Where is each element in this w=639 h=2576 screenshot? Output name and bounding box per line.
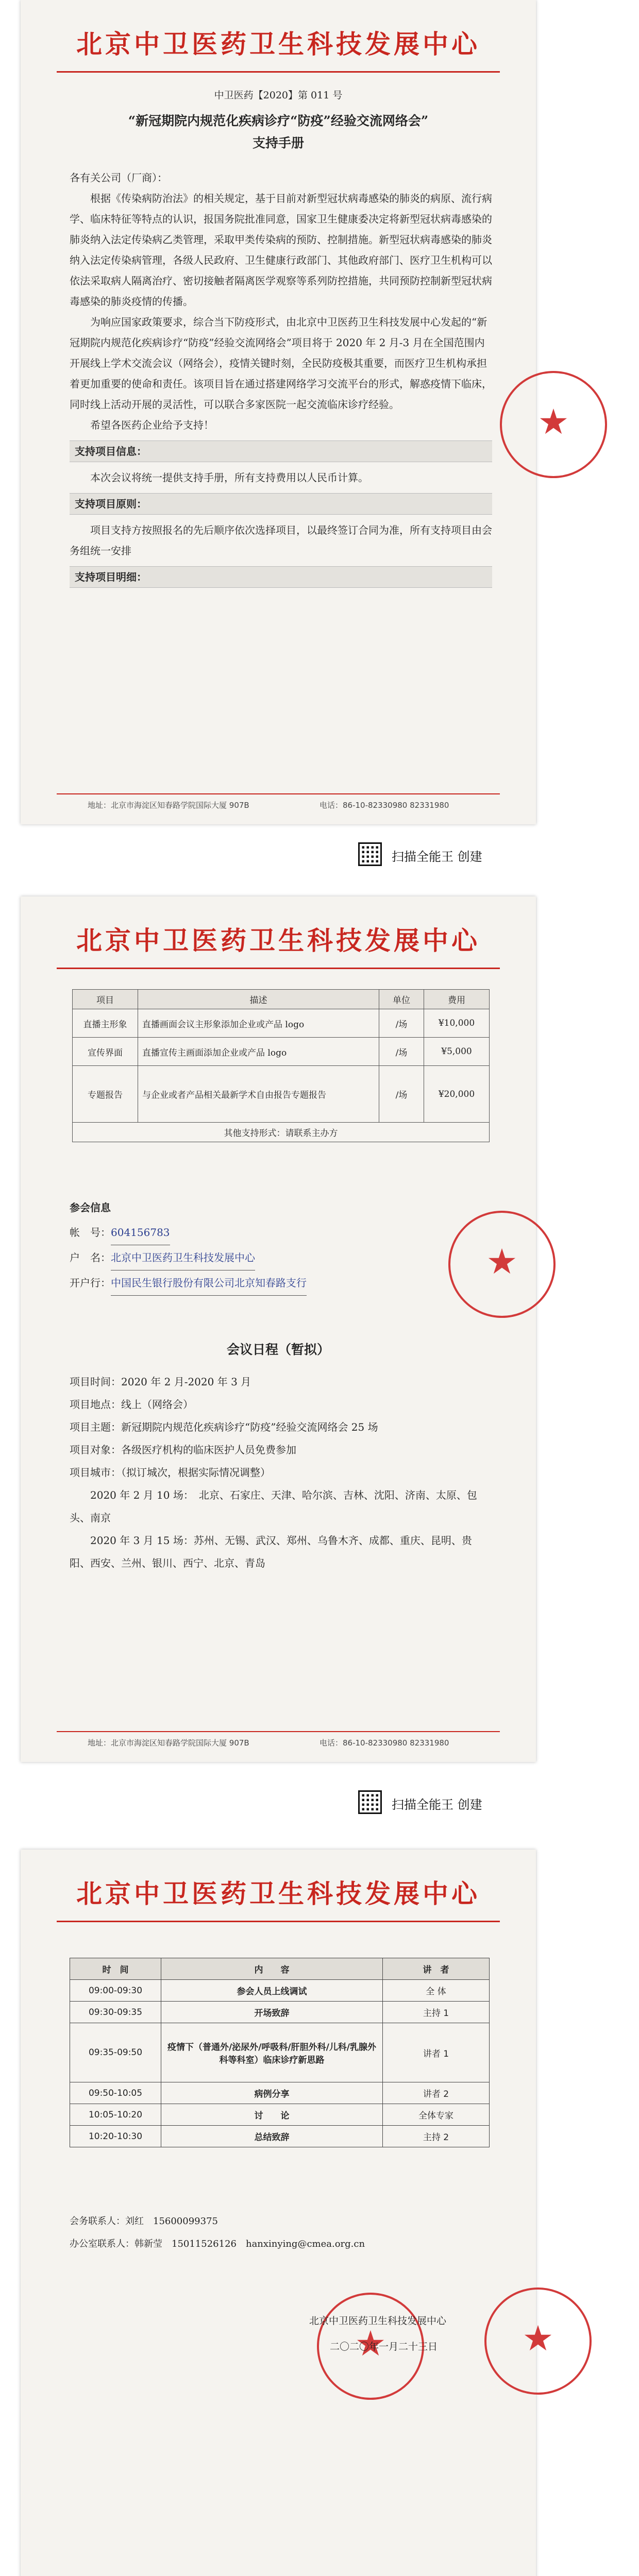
document-subtitle: 支持手册	[252, 135, 304, 150]
table-row	[73, 1123, 490, 1142]
letterhead-rule	[57, 1921, 500, 1922]
agenda-speaker: 全 体	[383, 1980, 490, 2002]
agenda-time: 09:50-10:05	[70, 2082, 161, 2104]
table-row	[73, 1009, 490, 1038]
contact2-label: 办公室联系人：韩新莹	[70, 2239, 162, 2249]
table-row	[70, 2082, 490, 2104]
agenda-header-content: 内 容	[161, 1958, 383, 1980]
agenda-content: 参会人员上线调试	[161, 1980, 383, 2002]
seal-star-icon: ★	[537, 402, 569, 443]
feb-cities: 2020 年 2 月 10 场： 北京、石家庄、天津、哈尔滨、吉林、沈阳、济南、太原、包头、南京	[70, 1489, 477, 1524]
agenda-time: 10:20-10:30	[70, 2126, 161, 2147]
agenda-time: 09:00-09:30	[70, 1980, 161, 2002]
document-page-1	[21, 0, 569, 824]
agenda-header-time: 时 间	[70, 1958, 161, 1980]
salutation: 各有关公司（厂商）：	[70, 172, 167, 184]
footer-rule	[57, 793, 500, 794]
fee-header-item: 项目	[73, 990, 138, 1009]
fee-note: 其他支持形式：请联系主办方	[73, 1123, 490, 1142]
seal-star-icon: ★	[486, 1242, 518, 1282]
table-row	[70, 2002, 490, 2023]
contact1-phone: 15600099375	[153, 2216, 218, 2227]
agenda-header-speaker: 讲 者	[383, 1958, 490, 1980]
document-number: 中卫医药【2020】第 011 号	[214, 90, 343, 101]
official-seal	[484, 2287, 592, 2395]
contact-info	[70, 2210, 492, 2256]
agenda-content: 讨 论	[161, 2104, 383, 2126]
fee-unit: /场	[379, 1009, 424, 1038]
agenda-speaker: 全体专家	[383, 2104, 490, 2126]
fee-amount: ¥10,000	[424, 1009, 490, 1038]
fee-desc: 与企业或者产品相关最新学术自由报告专题报告	[138, 1066, 379, 1123]
agenda-content: 总结致辞	[161, 2126, 383, 2147]
paragraph-2: 为响应国家政策要求，综合当下防疫形式，由北京中卫医药卫生科技发展中心发起的“新冠期院内规范化疾病诊疗“防疫”经验交流网络会”项目将于 2020 年 2 月-3 月在全国范围内开展线上学术交流会议（网络会），疫情关键时刻，全民防疫极其重要，而医疗卫生机构承担着更加重要的使命和责任。该项目旨在通过搭建网络学习交流平台的形式，解惑疫情下临床，同时线上活动开展的灵活性，可以联合多家医院一起交流临床诊疗经验。	[70, 316, 492, 411]
fee-unit: /场	[379, 1066, 424, 1123]
table-row	[70, 2104, 490, 2126]
project-cities: 项目城市：（拟订城次，根据实际情况调整）	[70, 1466, 271, 1479]
project-theme: 项目主题：新冠期院内规范化疾病诊疗“防疫”经验交流网络会 25 场	[70, 1421, 378, 1433]
official-seal	[500, 371, 607, 478]
letterhead-rule	[57, 968, 500, 969]
footer-phone: 电话：86-10-82330980 82331980	[320, 801, 449, 810]
qr-code-icon	[358, 842, 382, 866]
section-support-details: 支持项目明细：	[70, 566, 492, 588]
schedule-title: 会议日程（暂拟）	[226, 1342, 330, 1357]
agenda-header	[70, 1958, 490, 1980]
bank-label: 开户行：	[70, 1277, 111, 1289]
account-name: 北京中卫医药卫生科技发展中心	[111, 1245, 255, 1270]
account-info	[70, 1195, 492, 1296]
agenda-content: 疫情下（普通外/泌尿外/呼吸科/肝胆外科/儿科/乳腺外科等科室）临床诊疗新思路	[161, 2023, 383, 2082]
project-target: 项目对象：各级医疗机构的临床医护人员免费参加	[70, 1444, 296, 1456]
paragraph-3: 希望各医药企业给予支持！	[90, 419, 214, 431]
letterhead-title: 北京中卫医药卫生科技发展中心	[76, 1879, 480, 1909]
table-row	[70, 2126, 490, 2147]
fee-amount: ¥5,000	[424, 1038, 490, 1066]
account-no: 604156783	[111, 1220, 170, 1245]
scanner-watermark: 扫描全能王 创建	[392, 850, 482, 864]
table-row	[70, 2023, 490, 2082]
fee-header-desc: 描述	[138, 990, 379, 1009]
agenda-speaker: 主持 1	[383, 2002, 490, 2023]
document-page-2	[21, 896, 536, 1762]
bank-name: 中国民生银行股份有限公司北京知春路支行	[111, 1270, 307, 1296]
qr-code-icon	[358, 1790, 382, 1814]
table-row	[73, 1038, 490, 1066]
fee-desc: 直播宣传主画面添加企业或产品 logo	[138, 1038, 379, 1066]
agenda-time: 09:30-09:35	[70, 2002, 161, 2023]
footer-rule	[57, 1731, 500, 1732]
footer-phone: 电话：86-10-82330980 82331980	[320, 1738, 449, 1748]
seal-star-icon: ★	[355, 2324, 386, 2364]
schedule-info	[70, 1370, 492, 1574]
seal-star-icon: ★	[522, 2318, 554, 2359]
section-support-principle: 支持项目原则：	[70, 493, 492, 515]
signature-org: 北京中卫医药卫生科技发展中心	[309, 2315, 447, 2327]
account-no-label: 帐 号：	[70, 1226, 111, 1239]
support-info-text: 本次会议将统一提供支持手册，所有支持费用以人民币计算。	[90, 471, 368, 484]
fee-item: 专题报告	[73, 1066, 138, 1123]
letter-body	[70, 167, 492, 593]
document-page-3	[21, 1850, 554, 2576]
fee-unit: /场	[379, 1038, 424, 1066]
letterhead-title: 北京中卫医药卫生科技发展中心	[76, 29, 480, 59]
official-seal	[448, 1211, 556, 1318]
agenda-speaker: 主持 2	[383, 2126, 490, 2147]
project-location: 项目地点：线上（网络会）	[70, 1398, 193, 1411]
fee-table	[72, 989, 490, 1142]
contact2-email: hanxinying@cmea.org.cn	[245, 2239, 365, 2249]
section-support-info: 支持项目信息：	[70, 440, 492, 462]
letterhead-rule	[57, 71, 500, 73]
footer-address: 地址：北京市海淀区知春路学院国际大厦 907B	[88, 1738, 249, 1748]
fee-desc: 直播画面会议主形象添加企业或产品 logo	[138, 1009, 379, 1038]
account-name-label: 户 名：	[70, 1251, 111, 1264]
support-principle-text: 项目支持方按照报名的先后顺序依次选择项目，以最终签订合同为准，所有支持项目由会务组统一安排	[70, 524, 492, 557]
fee-item: 直播主形象	[73, 1009, 138, 1038]
contact1-label: 会务联系人：刘红	[70, 2216, 144, 2227]
project-time: 项目时间：2020 年 2 月-2020 年 3 月	[70, 1376, 251, 1388]
scanner-watermark: 扫描全能王 创建	[392, 1798, 482, 1812]
agenda-table	[70, 1958, 490, 2147]
contact2-phone: 15011526126	[172, 2239, 237, 2249]
paragraph-1: 根据《传染病防治法》的相关规定，基于目前对新型冠状病毒感染的肺炎的病原、流行病学、临床特征等特点的认识，报国务院批准同意，国家卫生健康委决定将新型冠状病毒感染的肺炎纳入法定传染病乙类管理，采取甲类传染病的预防、控制措施。新型冠状病毒感染的肺炎纳入法定传染病管理，各级人民政府、卫生健康行政部门、其他政府部门、医疗卫生机构可以依法采取病人隔离治疗、密切接触者隔离医学观察等系列防控措施，共同预防控制新型冠状病毒感染的肺炎疫情的传播。	[70, 192, 492, 308]
signature-date: 二〇二〇年一月二十三日	[330, 2341, 438, 2352]
fee-header-unit: 单位	[379, 990, 424, 1009]
mar-cities: 2020 年 3 月 15 场：苏州、无锡、武汉、郑州、乌鲁木齐、成都、重庆、昆明、贵阳、西安、兰州、银川、西宁、北京、青岛	[70, 1534, 472, 1569]
agenda-content: 开场致辞	[161, 2002, 383, 2023]
document-title: “新冠期院内规范化疾病诊疗“防疫”经验交流网络会”	[128, 113, 429, 128]
agenda-content: 病例分享	[161, 2082, 383, 2104]
agenda-time: 10:05-10:20	[70, 2104, 161, 2126]
agenda-time: 09:35-09:50	[70, 2023, 161, 2082]
table-row	[70, 1980, 490, 2002]
table-row	[73, 1066, 490, 1123]
fee-item: 宣传界面	[73, 1038, 138, 1066]
agenda-speaker: 讲者 2	[383, 2082, 490, 2104]
fee-header-fee: 费用	[424, 990, 490, 1009]
account-title: 参会信息	[70, 1201, 111, 1214]
fee-amount: ¥20,000	[424, 1066, 490, 1123]
letterhead-title: 北京中卫医药卫生科技发展中心	[76, 926, 480, 956]
fee-table-header	[73, 990, 490, 1009]
footer-address: 地址：北京市海淀区知春路学院国际大厦 907B	[88, 801, 249, 810]
agenda-speaker: 讲者 1	[383, 2023, 490, 2082]
